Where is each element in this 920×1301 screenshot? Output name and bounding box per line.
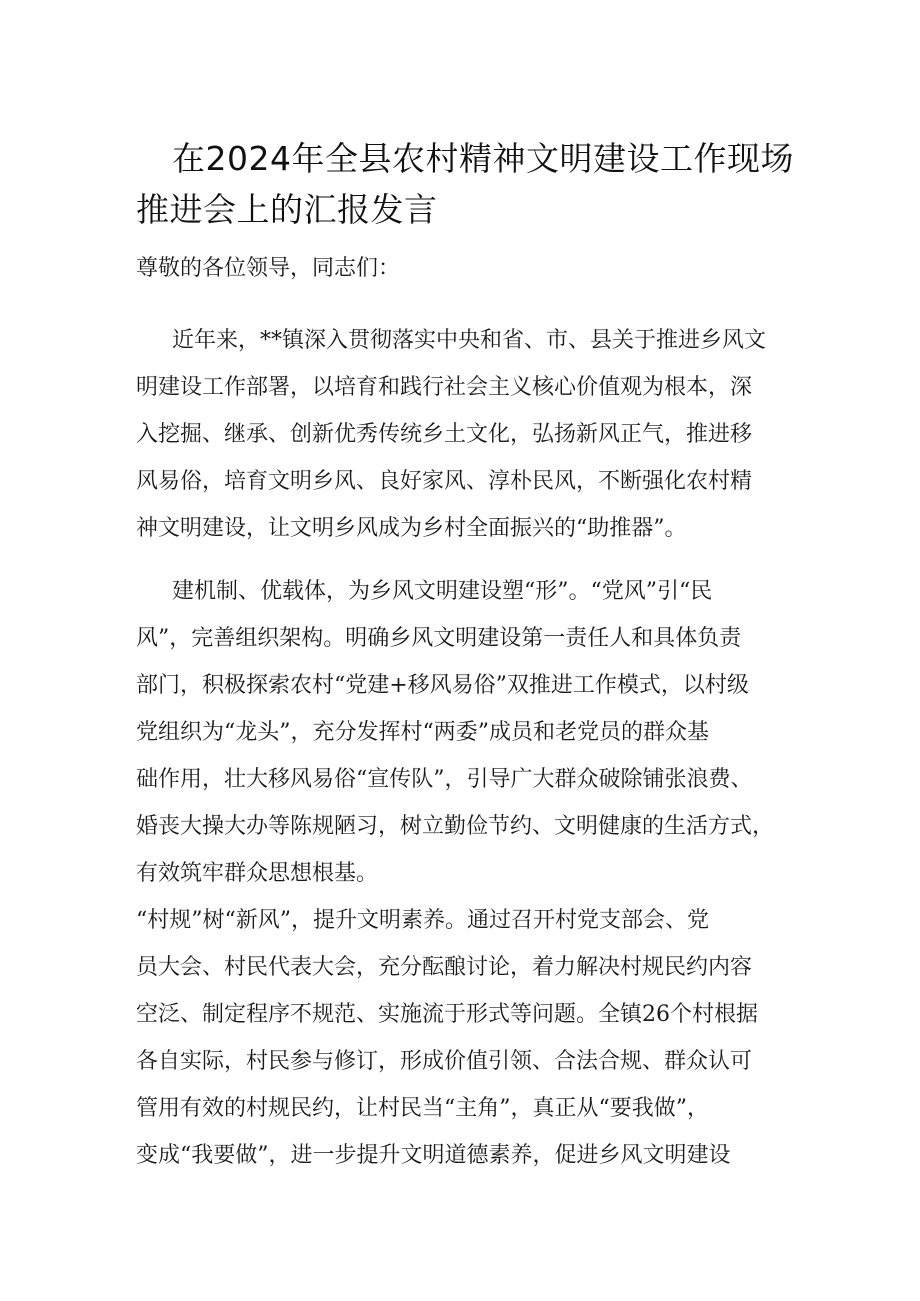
paragraph-line: 员大会、村民代表大会，充分酝酿讨论，着力解决村规民约内容	[136, 955, 753, 980]
document-title-line-1: 在2024年全县农村精神文明建设工作现场	[172, 139, 794, 178]
paragraph-line: 风易俗，培育文明乡风、良好家风、淳朴民风，不断强化农村精	[136, 469, 753, 494]
paragraph-line: 变成“我要做”，进一步提升文明道德素养，促进乡风文明建设	[136, 1143, 731, 1168]
salutation: 尊敬的各位领导，同志们：	[136, 256, 401, 281]
paragraph-line: 神文明建设，让文明乡风成为乡村全面振兴的“助推器”。	[136, 516, 687, 541]
paragraph-line: 空泛、制定程序不规范、实施流于形式等问题。全镇26个村根据	[136, 1002, 758, 1027]
paragraph-line: 础作用，壮大移风易俗“宣传队”，引导广大群众破除铺张浪费、	[136, 767, 753, 792]
paragraph-line: 风”，完善组织架构。明确乡风文明建设第一责任人和具体负责	[136, 626, 742, 651]
paragraph-line: 近年来，**镇深入贯彻落实中央和省、市、县关于推进乡风文	[172, 328, 767, 353]
paragraph-line: 各自实际，村民参与修订，形成价值引领、合法合规、群众认可	[136, 1049, 753, 1074]
paragraph-line: 明建设工作部署，以培育和践行社会主义核心价值观为根本，深	[136, 375, 753, 400]
paragraph-line: 婚丧大操大办等陈规陋习，树立勤俭节约、文明健康的生活方式，	[136, 814, 775, 839]
paragraph-line: 有效筑牢群众思想根基。	[136, 861, 379, 886]
paragraph-line: 入挖掘、继承、创新优秀传统乡土文化，弘扬新风正气，推进移	[136, 422, 753, 447]
paragraph-line: 管用有效的村规民约，让村民当“主角”，真正从“要我做”，	[136, 1096, 709, 1121]
paragraph-line: 党组织为“龙头”，充分发挥村“两委”成员和老党员的群众基	[136, 720, 709, 745]
document-title-line-2: 推进会上的汇报发言	[136, 190, 438, 229]
paragraph-line: 部门，积极探索农村“党建+移风易俗”双推进工作模式，以村级	[136, 673, 749, 698]
paragraph-line: “村规”树“新风”，提升文明素养。通过召开村党支部会、党	[136, 908, 709, 933]
paragraph-line: 建机制、优载体，为乡风文明建设塑“形”。“党风”引“民	[172, 579, 713, 604]
